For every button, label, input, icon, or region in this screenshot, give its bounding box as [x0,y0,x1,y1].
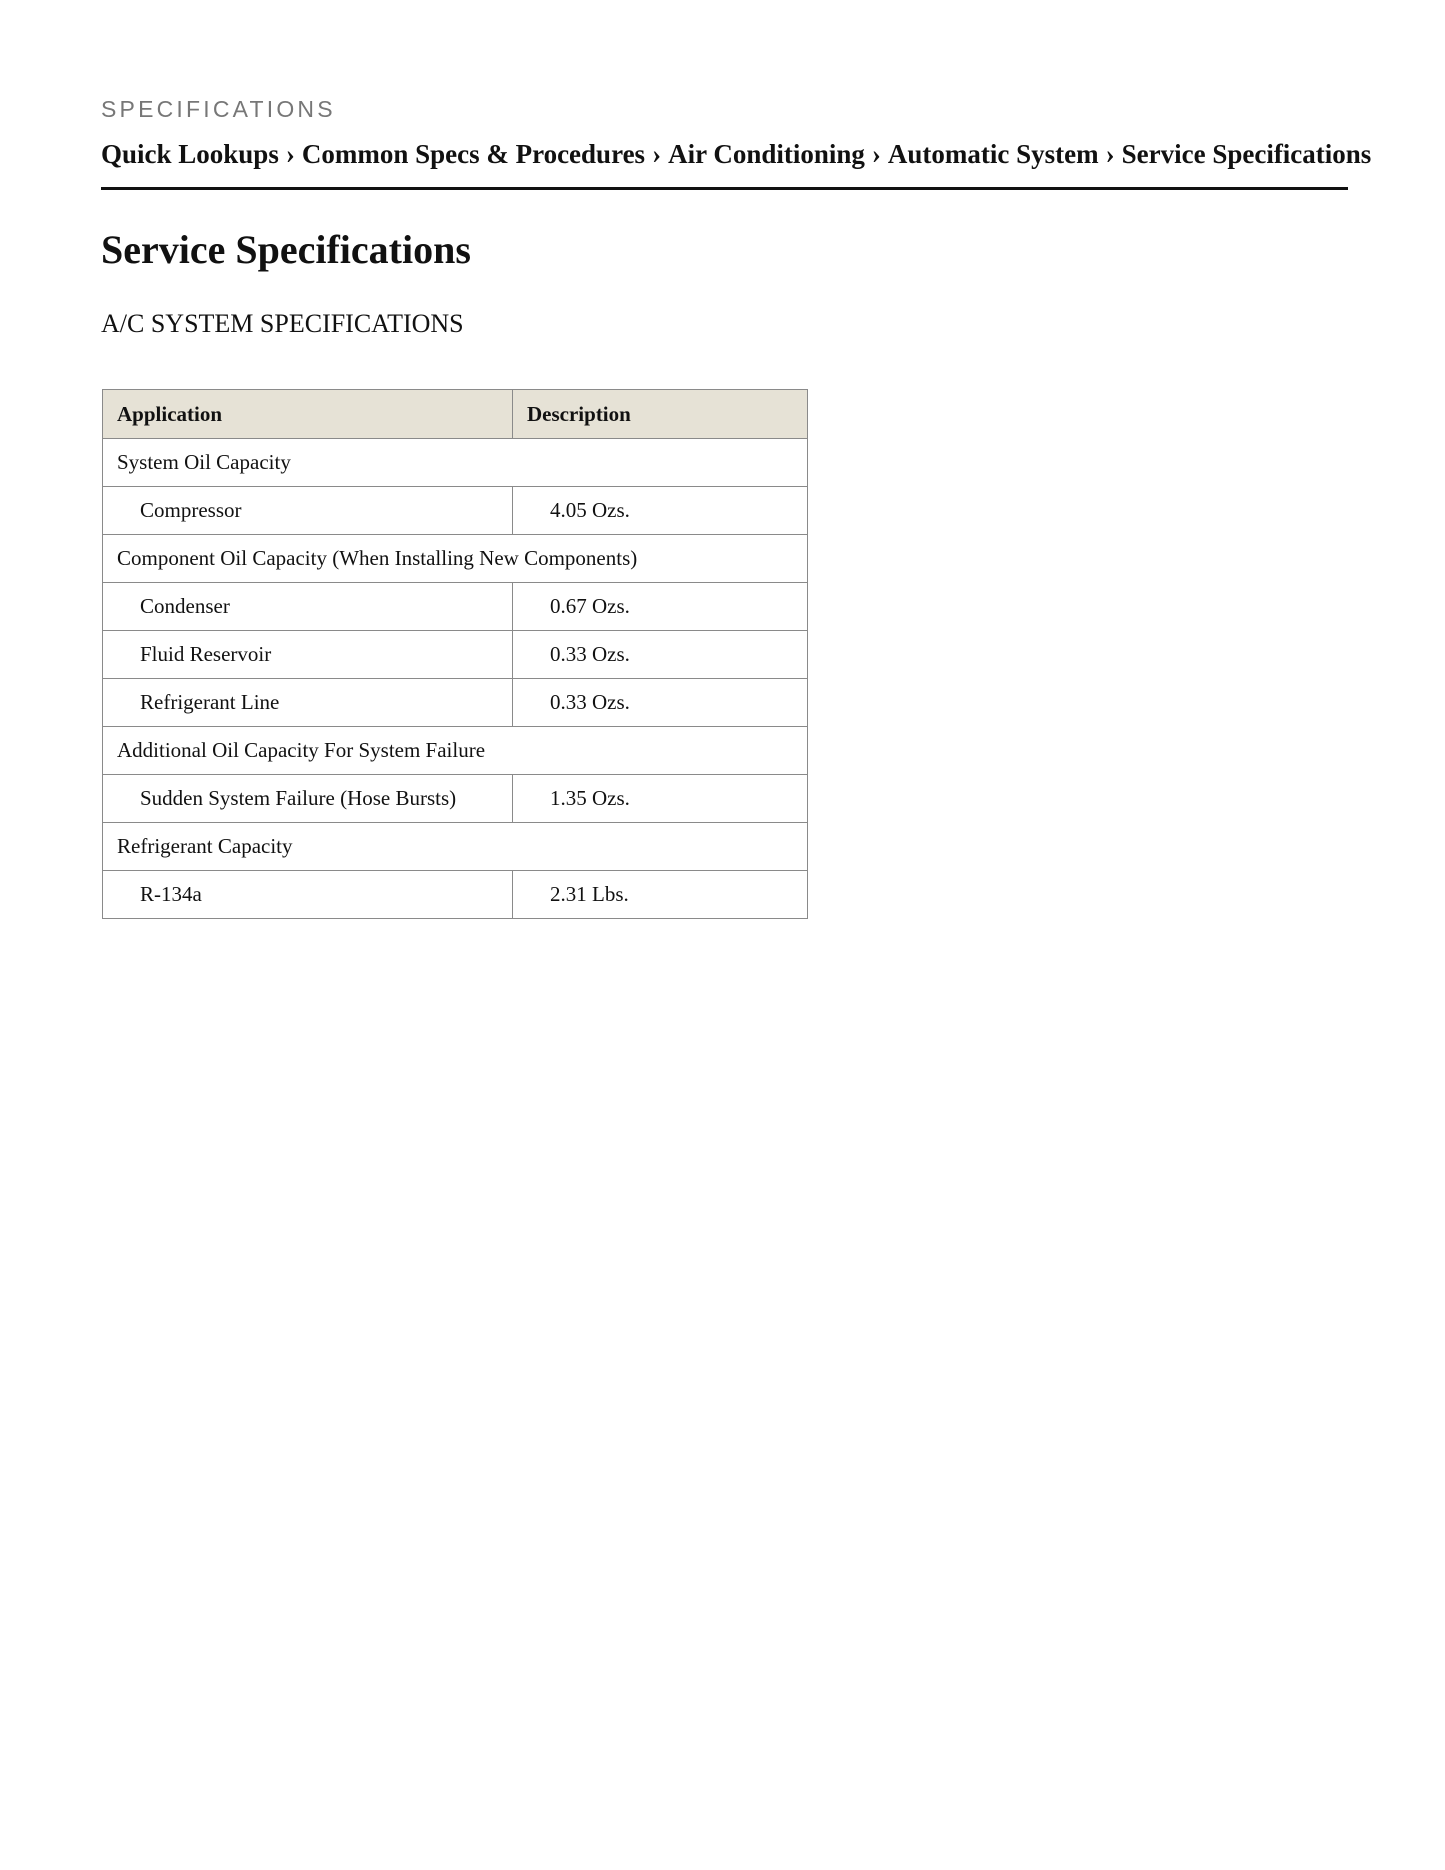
description-cell: 0.33 Ozs. [513,631,808,679]
table-group-row [103,535,808,583]
header-divider [101,187,1348,190]
application-cell: Refrigerant Line [103,679,513,727]
application-cell: R-134a [103,871,513,919]
table-group-row [103,727,808,775]
application-cell: Fluid Reservoir [103,631,513,679]
group-label: System Oil Capacity [103,439,808,487]
breadcrumb-separator: › [285,139,295,169]
table-row [103,487,808,535]
group-label: Refrigerant Capacity [103,823,808,871]
breadcrumb-separator: › [871,139,881,169]
table-row [103,871,808,919]
table-row [103,583,808,631]
table-row [103,679,808,727]
application-cell: Sudden System Failure (Hose Bursts) [103,775,513,823]
description-cell: 2.31 Lbs. [513,871,808,919]
ac-specifications-table [102,389,808,919]
breadcrumb-item-air-conditioning[interactable]: Air Conditioning [668,139,865,169]
breadcrumb-separator: › [1105,139,1115,169]
description-cell: 1.35 Ozs. [513,775,808,823]
column-header-description: Description [513,390,808,439]
page-title: Service Specifications [101,227,471,272]
breadcrumb-item-automatic-system[interactable]: Automatic System [887,139,1099,169]
table-row [103,775,808,823]
breadcrumb-item-service-specifications[interactable]: Service Specifications [1121,139,1372,169]
description-cell: 0.33 Ozs. [513,679,808,727]
section-title: A/C SYSTEM SPECIFICATIONS [101,309,464,338]
table-header-row [103,390,808,439]
breadcrumb-item-quick-lookups[interactable]: Quick Lookups [101,139,279,169]
group-label: Component Oil Capacity (When Installing New Components) [103,535,808,583]
section-kicker: SPECIFICATIONS [101,96,336,122]
description-cell: 4.05 Ozs. [513,487,808,535]
breadcrumb-separator: › [652,139,662,169]
breadcrumb [101,137,1372,171]
group-label: Additional Oil Capacity For System Failure [103,727,808,775]
description-cell: 0.67 Ozs. [513,583,808,631]
application-cell: Compressor [103,487,513,535]
application-cell: Condenser [103,583,513,631]
table-group-row [103,823,808,871]
table-row [103,631,808,679]
table-group-row [103,439,808,487]
column-header-application: Application [103,390,513,439]
breadcrumb-item-common-specs[interactable]: Common Specs & Procedures [301,139,646,169]
